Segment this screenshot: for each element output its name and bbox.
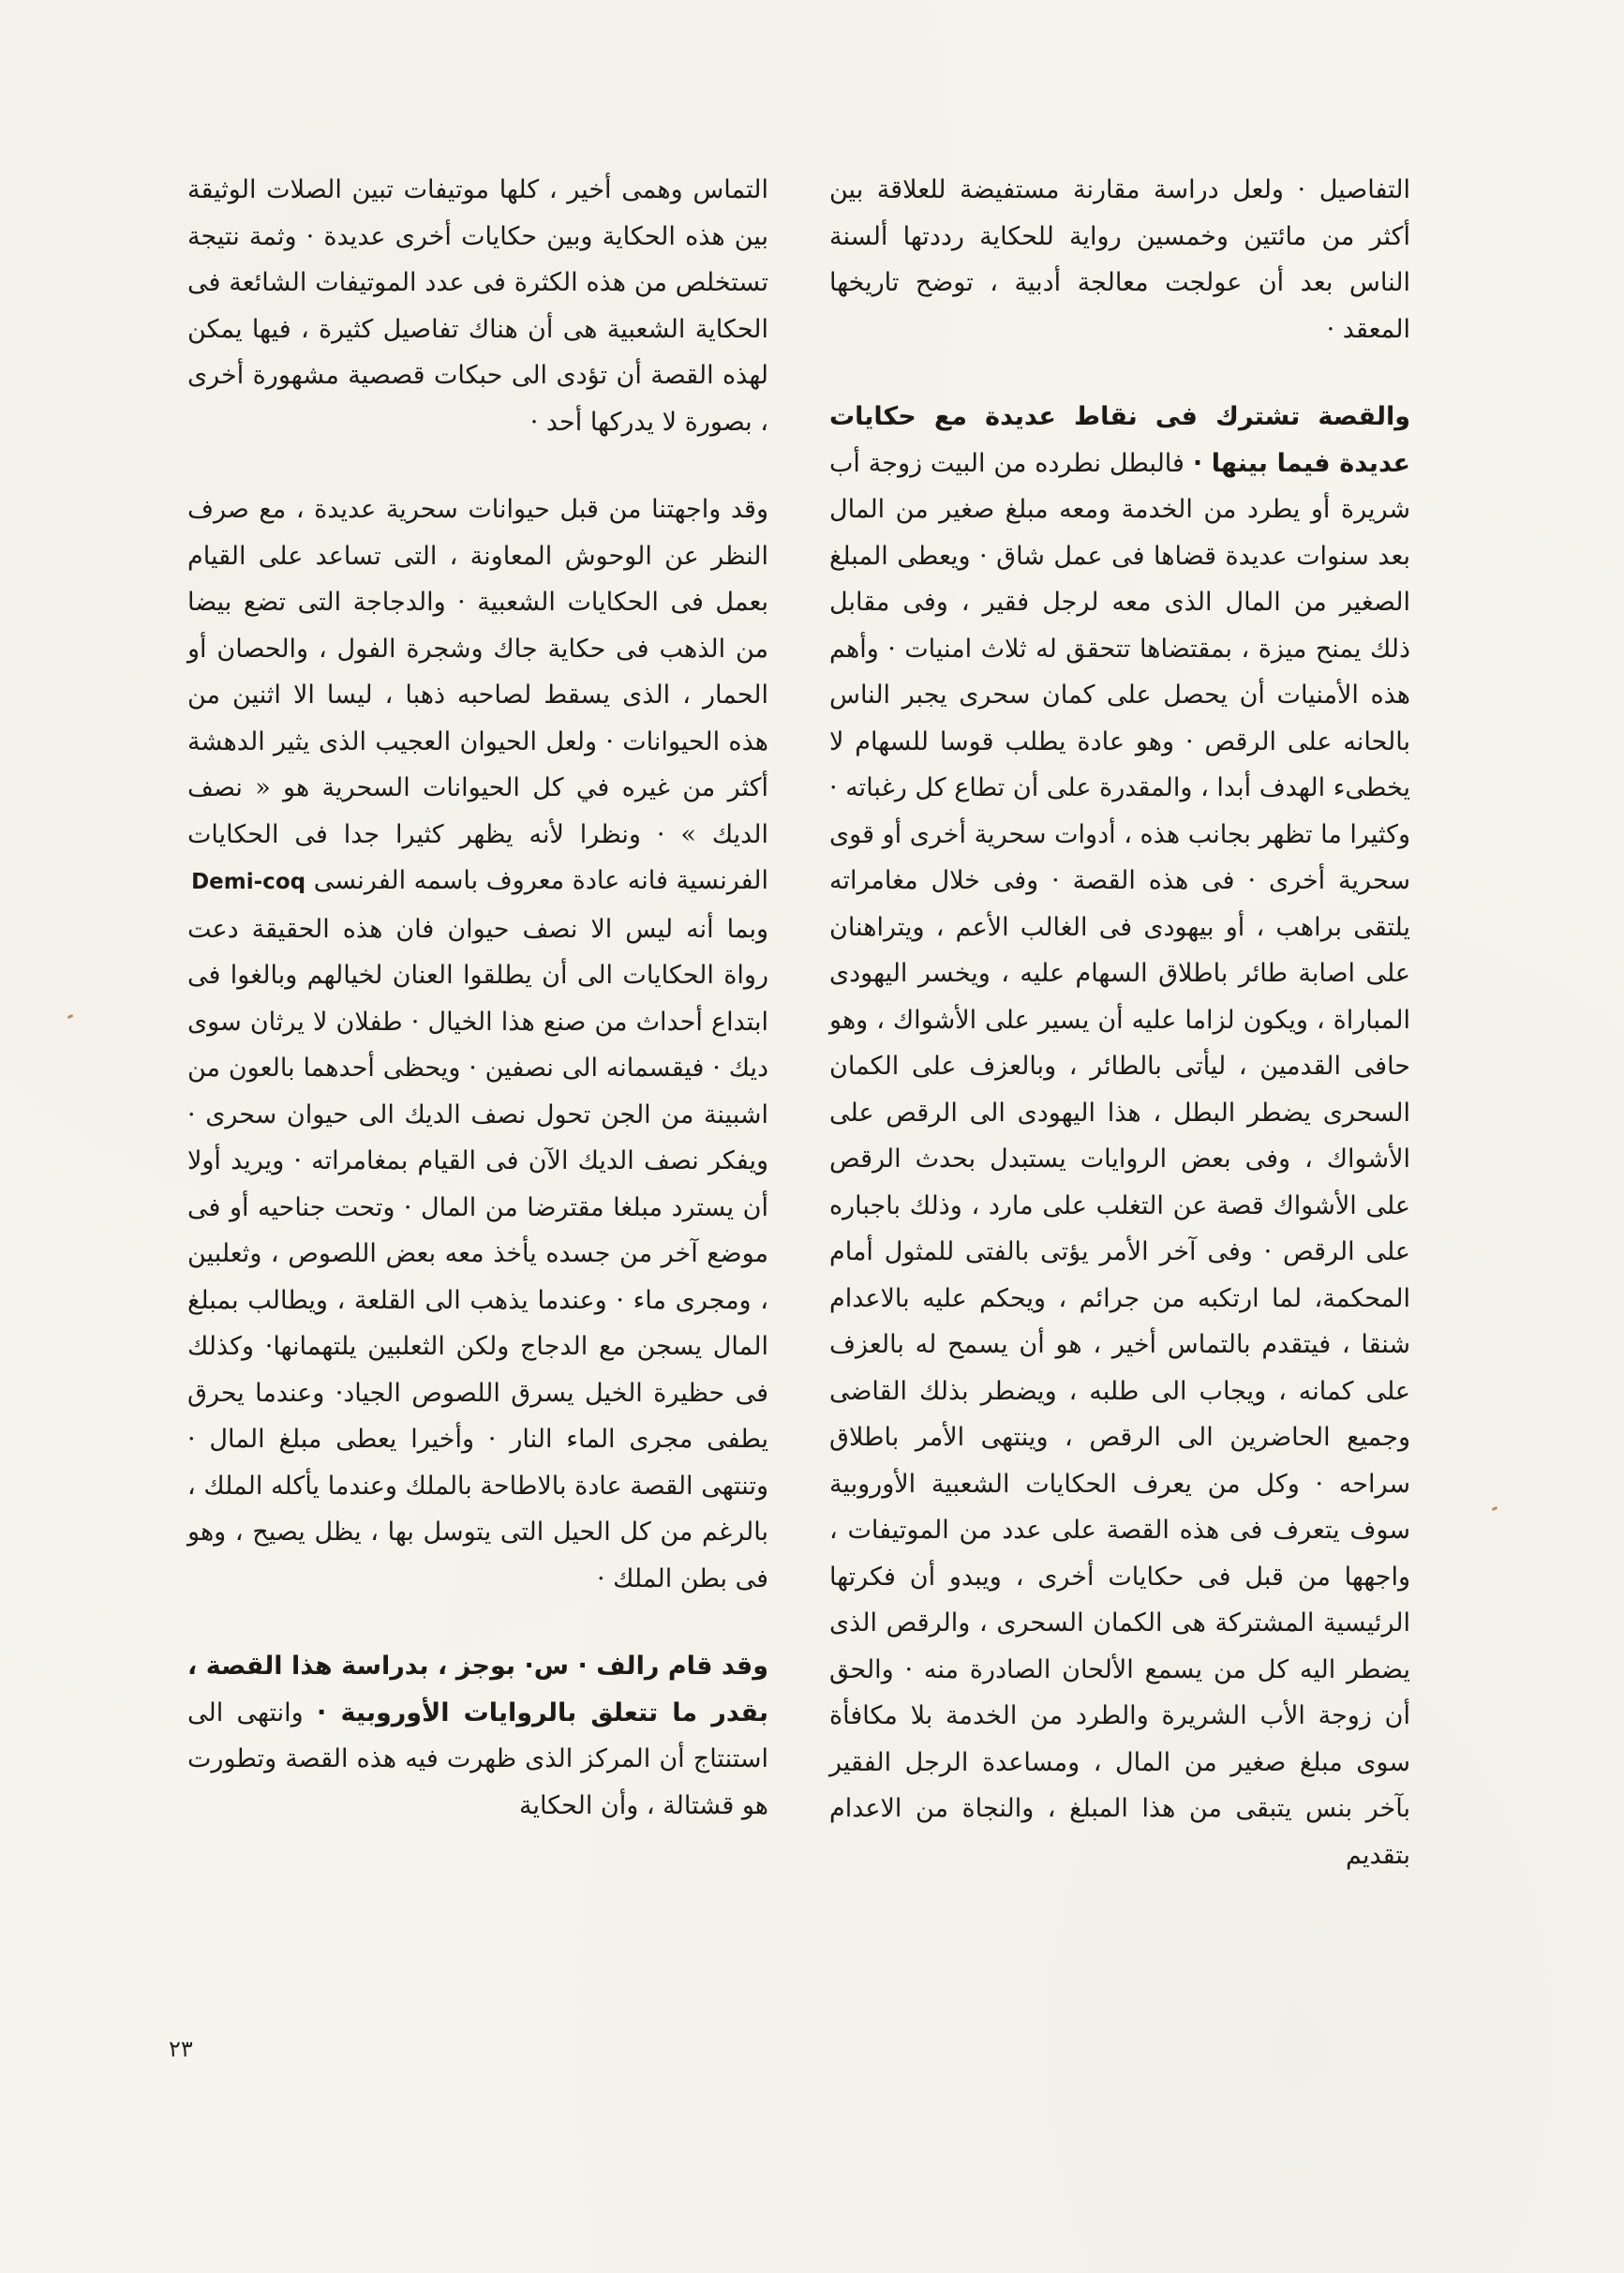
left-paragraph-4-lead: وقد قام رالف · س· بوجز ، بدراسة هذا القصة ، بقدر ما تتعلق بالروايات الأوروبية ·: [187, 1652, 768, 1727]
left-paragraph-3: وبما أنه ليس الا نصف حيوان فان هذه الحقيقة دعت رواة الحكايات الى أن يطلقوا العنان لخيالهم وبالغوا فى ابتداع أحداث من صنع هذا الخيال · طفلان لا يرثان سوى ديك · فيقسمانه الى نصفين · ويحظى أحدهما بالعون من اشبينة من الجن تحول نصف الديك الى حيوان سحرى · ويفكر نصف الديك الآن فى القيام بمغامراته · ويريد أولا أن يسترد مبلغا مقترضا من المال · وتحت جناحيه أو فى موضع آخر من جسده يأخذ معه بعض اللصوص ، وثعلبين ، ومجرى ماء · وعندما يذهب الى القلعة ، ويطالب بمبلغ المال يسجن مع الدجاج ولكن الثعلبين يلتهمانها· وكذلك فى حظيرة الخيل يسرق اللصوص الجياد· وعندما يحرق يطفى مجرى الماء النار · وأخيرا يعطى مبلغ المال · وتنتهى القصة عادة بالاطاحة بالملك وعندما يأكله الملك ، بالرغم من كل الحيل التى يتوسل بها ، يظل يصيح ، وهو فى بطن الملك ·: [187, 914, 768, 1593]
paper-speck: [67, 1014, 74, 1019]
right-paragraph-2-body: فالبطل نطرده من البيت زوجة أب شريرة أو يطرد من الخدمة ومعه مبلغ صغير من المال بعد سنوات عديدة قضاها فى عمل شاق · ويعطى المبلغ الصغير من المال الذى معه لرجل فقير ، وفى مقابل ذلك يمنح ميزة ، بمقتضاها تتحقق له ثلاث امنيات · وأهم هذه الأمنيات أن يحصل على كمان سحرى يجبر الناس بالحانه على الرقص · وهو عادة يطلب قوسا للسهام لا يخطىء الهدف أبدا ، والمقدرة على أن تطاع كل رغباته · وكثيرا ما تظهر بجانب هذه ، أدوات سحرية أخرى أو قوى سحرية أخرى · فى هذه القصة · وفى خلال مغامراته يلتقى براهب ، أو بيهودى فى الغالب الأعم ، ويتراهنان على اصابة طائر باطلاق السهام عليه ، ويخسر اليهودى المباراة ، ويكون لزاما عليه أن يسير على الأشواك ، وهو حافى القدمين ، ليأتى بالطائر ، وبالعزف على الكمان السحرى يضطر البطل ، هذا اليهودى الى الرقص على الأشواك ، وفى بعض الروايات يستبدل بحدث الرقص على الأشواك قصة عن التغلب على مارد ، وذلك باجباره على الرقص · وفى آخر الأمر يؤتى بالفتى للمثول أمام المحكمة، لما ارتكبه من جرائم ، ويحكم عليه بالاعدام شنقا ، فيتقدم بالتماس أخير ، هو أن يسمح له بالعزف على كمانه ، ويجاب الى طلبه ، ويضطر بذلك القاضى وجميع الحاضرين الى الرقص ، وينتهى الأمر باطلاق سراحه · وكل من يعرف الحكايات الشعبية الأوروبية سوف يتعرف فى هذه القصة على عدد من الموتيفات ، واجهها من قبل فى حكايات أخرى ، ويبدو أن فكرتها الرئيسية المشتركة هى الكمان السحرى ، والرقص الذى يضطر اليه كل من يسمع الألحان الصادرة منه · والحق أن زوجة الأب الشريرة والطرد من الخدمة بلا مكافأة سوى مبلغ صغير من المال ، ومساعدة الرجل الفقير بآخر بنس يتبقى من هذا المبلغ ، والنجاة من الاعدام بتقديم: [829, 448, 1410, 1870]
left-paragraph-1: التماس وهمى أخير ، كلها موتيفات تبين الصلات الوثيقة بين هذه الحكاية وبين حكايات أخرى عديدة · وثمة نتيجة تستخلص من هذه الكثرة فى عدد الموتيفات الشائعة فى الحكاية الشعبية هى أن هناك تفاصيل كثيرة ، فيها يمكن لهذه القصة أن تؤدى الى حبكات قصصية مشهورة أخرى ، بصورة لا يدركها أحد ·: [187, 175, 768, 437]
right-paragraph-2-lead: والقصة تشترك فى نقاط عديدة مع حكايات عديدة فيما بينها ·: [829, 402, 1410, 478]
left-column: [187, 167, 768, 1829]
left-paragraph-4-body: وانتهى الى استنتاج أن المركز الذى ظهرت فيه هذه القصة وتطورت هو قشتالة ، وأن الحكاية: [187, 1697, 768, 1820]
left-paragraph-2: [187, 486, 768, 906]
right-column: [829, 167, 1410, 1878]
latin-term: Demi-coq: [191, 870, 306, 894]
paper-speck: [1492, 1506, 1498, 1511]
left-paragraph-4: [187, 1643, 768, 1829]
page-number: ٢٣: [169, 2036, 193, 2062]
right-paragraph-1: التفاصيل · ولعل دراسة مقارنة مستفيضة للعلاقة بين أكثر من مائتين وخمسين رواية للحكاية رددتها ألسنة الناس بعد أن عولجت معالجة أدبية ، توضح تاريخها المعقد ·: [829, 175, 1410, 344]
right-paragraph-2: [829, 394, 1410, 1878]
left-paragraph-2-body: وقد واجهتنا من قبل حيوانات سحرية عديدة ، مع صرف النظر عن الوحوش المعاونة ، التى تساعد على القيام بعمل فى الحكايات الشعبية · والدجاجة التى تضع بيضا من الذهب فى حكاية جاك وشجرة الفول ، والحصان أو الحمار ، الذى يسقط لصاحبه ذهبا ، ليسا الا اثنين من هذه الحيوانات · ولعل الحيوان العجيب الذى يثير الدهشة أكثر من غيره في كل الحيوانات السحرية هو « نصف الديك » · ونظرا لأنه يظهر كثيرا جدا فى الحكايات الفرنسية فانه عادة معروف باسمه الفرنسى: [187, 495, 768, 895]
